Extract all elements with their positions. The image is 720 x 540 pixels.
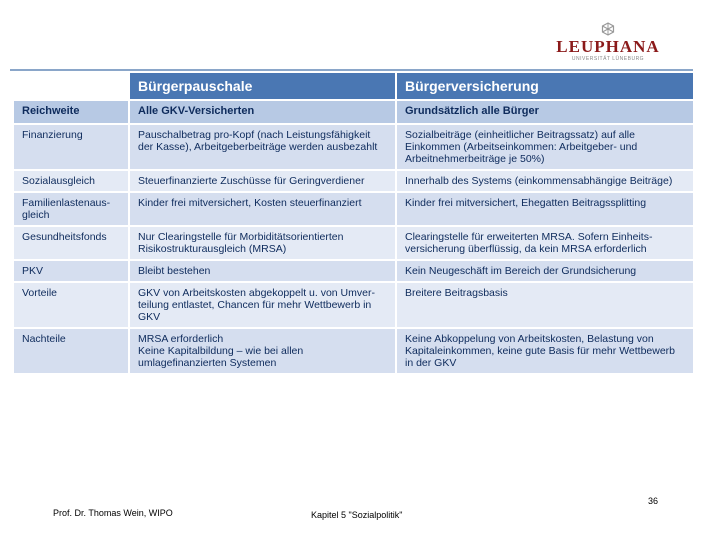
row-label-cell: Sozialausgleich bbox=[13, 170, 129, 192]
logo-subtitle: UNIVERSITÄT LÜNEBURG bbox=[571, 56, 645, 62]
logo-wordmark: LEUPHANA bbox=[556, 37, 660, 56]
table-cell: Nur Clearingstelle für Morbiditätsorientierten Risikostrukturausgleich (MRSA) bbox=[129, 226, 396, 260]
table-row bbox=[13, 170, 694, 192]
row-label-cell: Gesundheitsfonds bbox=[13, 226, 129, 260]
row-label-cell: Familienlastenaus-gleich bbox=[13, 192, 129, 226]
row-label-cell: Nachteile bbox=[13, 328, 129, 374]
column-header: Bürgerpauschale bbox=[129, 72, 396, 100]
row-label-cell: Vorteile bbox=[13, 282, 129, 328]
table-row bbox=[13, 226, 694, 260]
table-cell: Kein Neugeschäft im Bereich der Grundsicherung bbox=[396, 260, 694, 282]
table-cell: Steuerfinanzierte Zuschüsse für Geringverdiener bbox=[129, 170, 396, 192]
header-corner-cell bbox=[13, 72, 129, 100]
table-cell: Sozialbeiträge (einheitlicher Beitragssatz) auf alle Einkommen (Arbeitseinkommen: Arbeitgeber- und Arbeitnehmerbeiträge je 50%) bbox=[396, 124, 694, 170]
table-cell: MRSA erforderlich Keine Kapitalbildung – wie bei allen umlagefinanzierten Systemen bbox=[129, 328, 396, 374]
table-row bbox=[13, 192, 694, 226]
table-header-row bbox=[13, 72, 694, 100]
table-cell: Grundsätzlich alle Bürger bbox=[396, 100, 694, 124]
footer-author: Prof. Dr. Thomas Wein, WIPO bbox=[53, 508, 173, 518]
table-cell: Breitere Beitragsbasis bbox=[396, 282, 694, 328]
table-cell: Clearingstelle für erweiterten MRSA. Sofern Einheits-versicherung überflüssig, da kein MRSA erforderlich bbox=[396, 226, 694, 260]
comparison-table bbox=[12, 71, 695, 375]
table-cell: Bleibt bestehen bbox=[129, 260, 396, 282]
row-label-cell: Finanzierung bbox=[13, 124, 129, 170]
university-logo bbox=[548, 22, 668, 64]
table-cell: Kinder frei mitversichert, Kosten steuerfinanziert bbox=[129, 192, 396, 226]
table-row bbox=[13, 124, 694, 170]
table-row bbox=[13, 100, 694, 124]
table-row bbox=[13, 328, 694, 374]
row-label-cell: PKV bbox=[13, 260, 129, 282]
table-cell: Alle GKV-Versicherten bbox=[129, 100, 396, 124]
logo-emblem-icon bbox=[601, 22, 615, 36]
table-cell: Kinder frei mitversichert, Ehegatten Beitragssplitting bbox=[396, 192, 694, 226]
table-cell: GKV von Arbeitskosten abgekoppelt u. von Umver-teilung entlastet, Chancen für mehr Wettbewerb in GKV bbox=[129, 282, 396, 328]
table-cell: Innerhalb des Systems (einkommensabhängige Beiträge) bbox=[396, 170, 694, 192]
row-label-cell: Reichweite bbox=[13, 100, 129, 124]
table-row bbox=[13, 260, 694, 282]
footer-chapter: Kapitel 5 "Sozialpolitik" bbox=[311, 510, 403, 520]
table-cell: Pauschalbetrag pro-Kopf (nach Leistungsfähigkeit der Kasse), Arbeitgeberbeiträge werden ausbezahlt bbox=[129, 124, 396, 170]
table-cell: Keine Abkoppelung von Arbeitskosten, Belastung von Kapitaleinkommen, keine gute Basis für mehr Wettbewerb in der GKV bbox=[396, 328, 694, 374]
page-number: 36 bbox=[648, 496, 659, 506]
table-row bbox=[13, 282, 694, 328]
column-header: Bürgerversicherung bbox=[396, 72, 694, 100]
